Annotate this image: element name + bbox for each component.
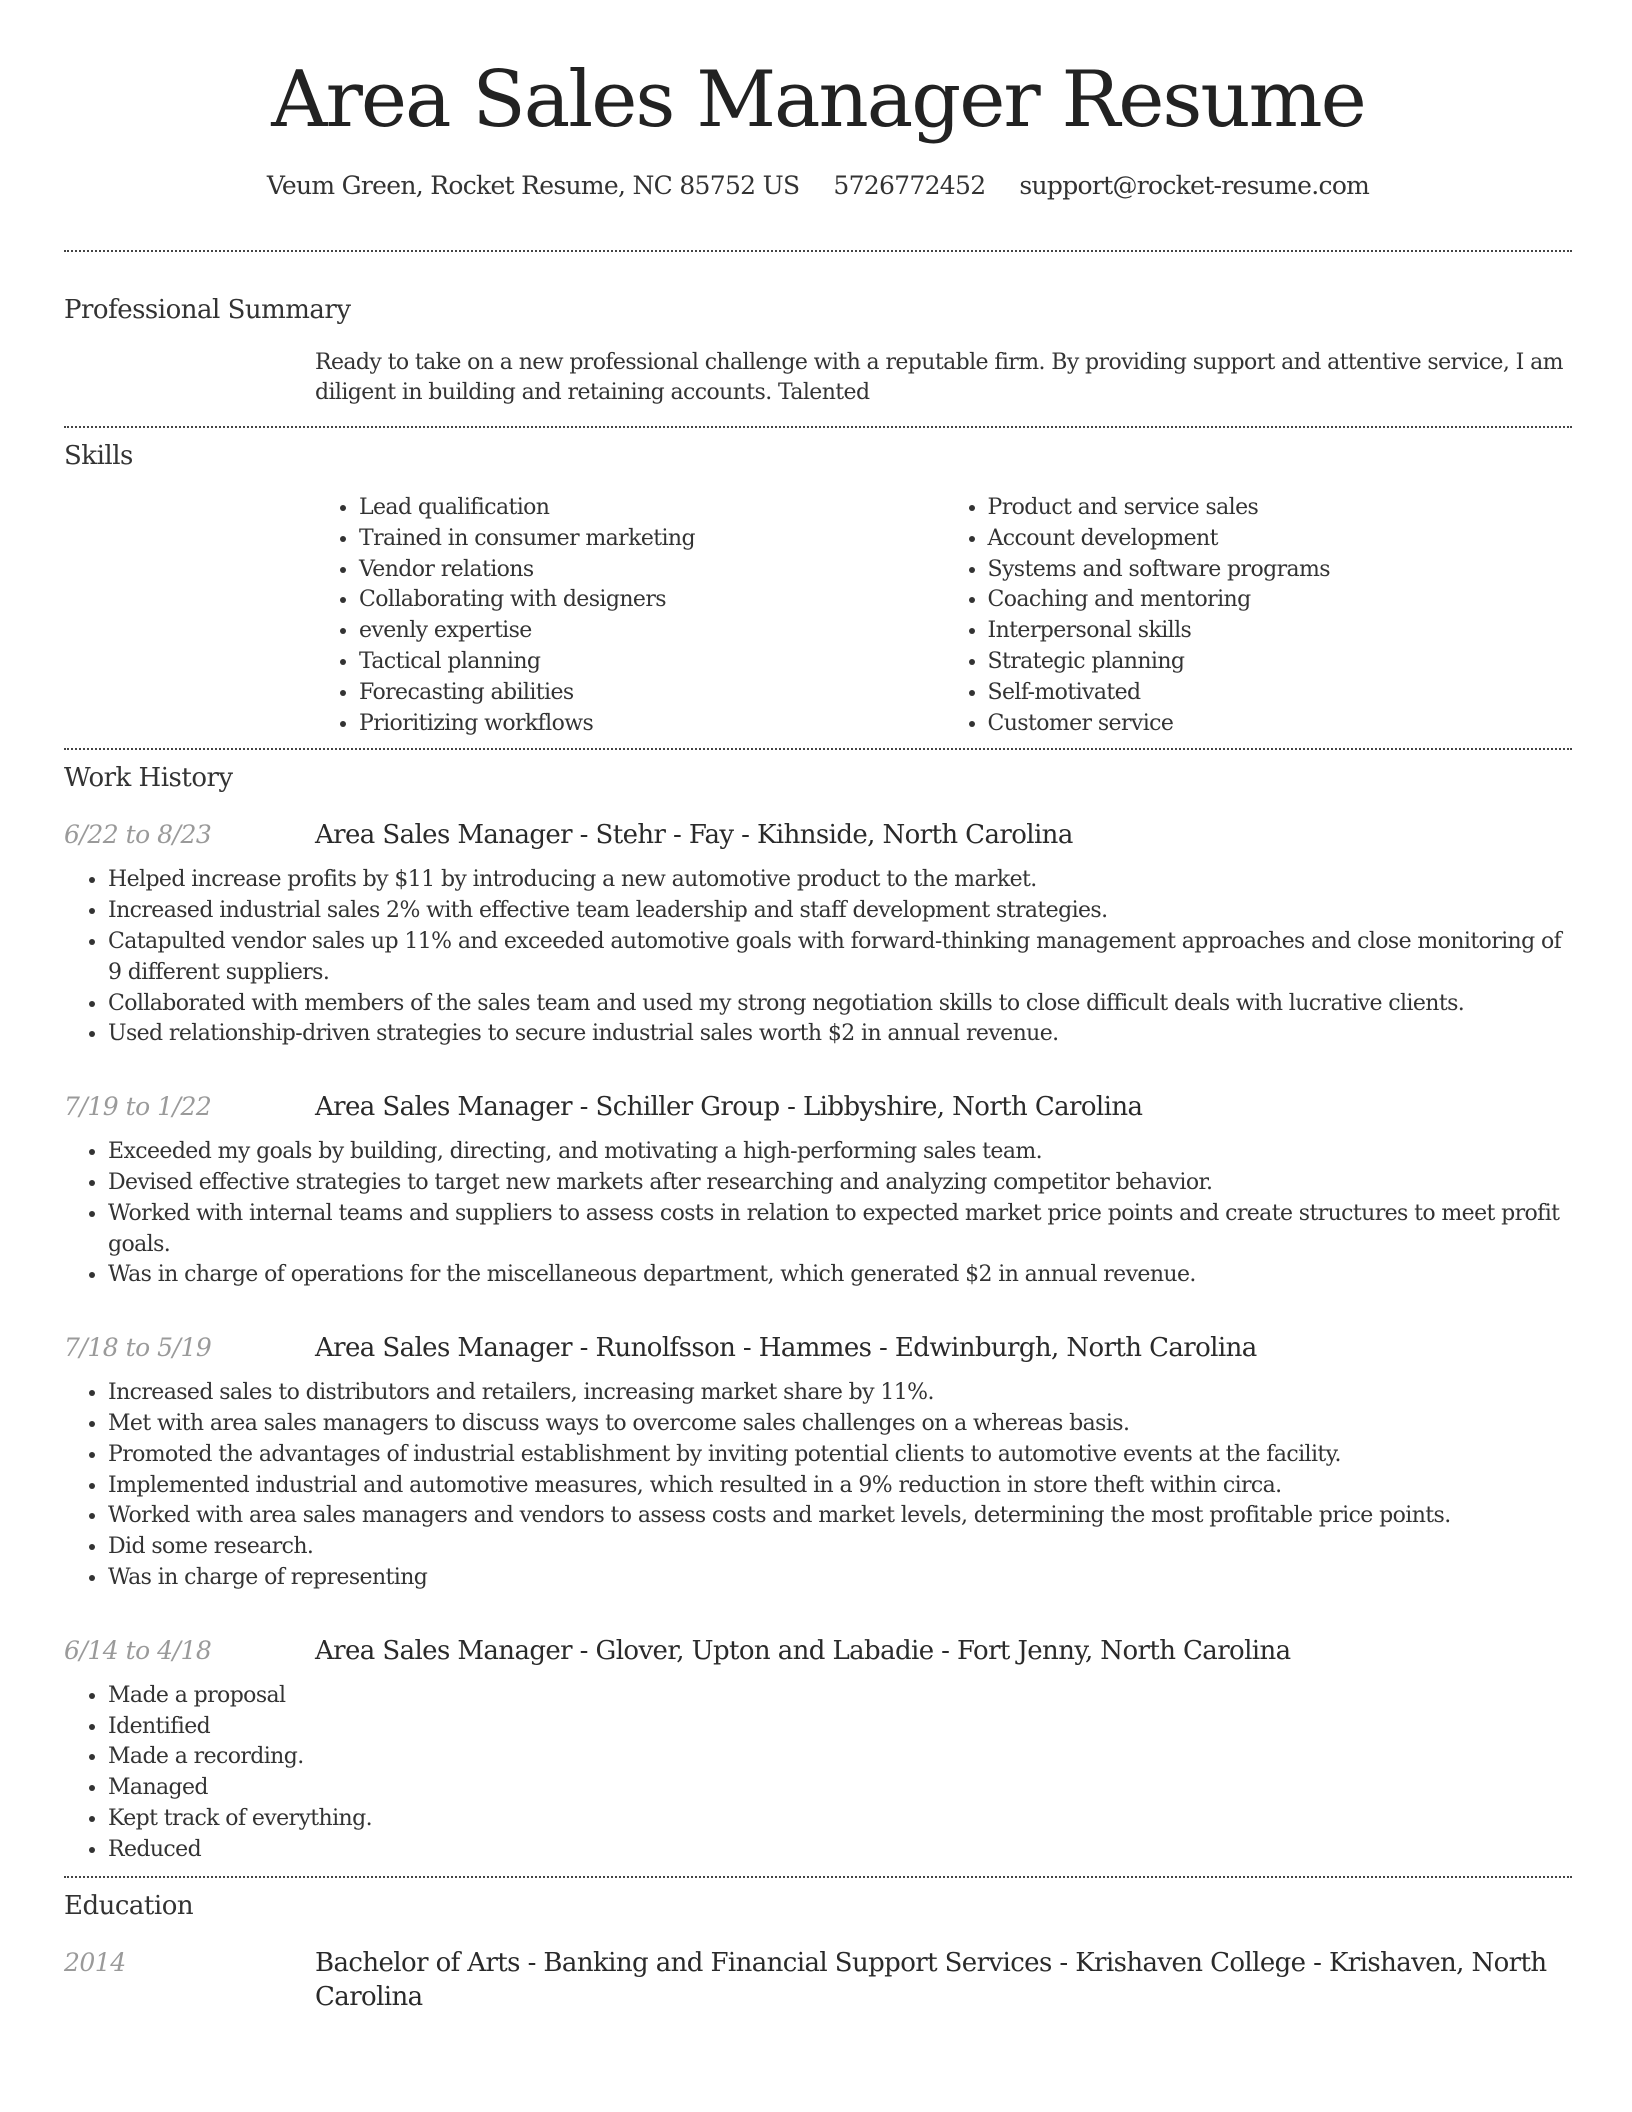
job-title: Area Sales Manager - Stehr - Fay - Kihnside, North Carolina <box>315 820 1073 851</box>
job-bullet: • Worked with area sales managers and vendors to assess costs and market levels, determining the most profitable price points. <box>108 1501 1572 1532</box>
resume-title: Area Sales Manager Resume <box>271 55 1365 145</box>
skills-grid <box>315 493 1572 739</box>
skill-item: • Strategic planning <box>988 647 1573 678</box>
job-bullets <box>64 865 1572 1050</box>
skill-item: • Trained in consumer marketing <box>359 524 944 555</box>
skills-list-right <box>944 493 1573 739</box>
skill-item: • Customer service <box>988 709 1573 740</box>
contact-email: support@rocket-resume.com <box>1019 171 1370 200</box>
contact-line <box>64 170 1572 202</box>
education-entry <box>64 1946 1572 2014</box>
job-header <box>64 818 1572 852</box>
job-entry <box>64 818 1572 1050</box>
job-bullet: • Helped increase profits by $11 by introducing a new automotive product to the market. <box>108 865 1572 896</box>
skill-item: • Collaborating with designers <box>359 585 944 616</box>
job-dates: 6/22 to 8/23 <box>64 820 212 850</box>
job-bullet: • Catapulted vendor sales up 11% and exceeded automotive goals with forward-thinking management approaches and close monitoring of 9 different suppliers. <box>108 927 1572 989</box>
job-title: Area Sales Manager - Schiller Group - Libbyshire, North Carolina <box>315 1092 1143 1123</box>
job-bullet: • Devised effective strategies to target new markets after researching and analyzing competitor behavior. <box>108 1168 1572 1199</box>
job-dates: 6/14 to 4/18 <box>64 1635 212 1665</box>
job-bullets <box>64 1681 1572 1866</box>
job-bullet: • Was in charge of operations for the miscellaneous department, which generated $2 in annual revenue. <box>108 1260 1572 1291</box>
job-bullet: • Exceeded my goals by building, directing, and motivating a high-performing sales team. <box>108 1137 1572 1168</box>
contact-address: Veum Green, Rocket Resume, NC 85752 US <box>266 171 800 200</box>
skill-item: • Coaching and mentoring <box>988 585 1573 616</box>
job-bullet: • Made a recording. <box>108 1742 1572 1773</box>
work-history-section <box>64 761 1572 1865</box>
contact-phone: 5726772452 <box>833 171 986 200</box>
education-section <box>64 1889 1572 2014</box>
job-bullet: • Increased sales to distributors and retailers, increasing market share by 11%. <box>108 1378 1572 1409</box>
job-bullet: • Increased industrial sales 2% with effective team leadership and staff development strategies. <box>108 896 1572 927</box>
section-title-work: Work History <box>64 763 233 794</box>
education-header <box>64 1946 1572 2014</box>
job-bullet: • Collaborated with members of the sales team and used my strong negotiation skills to close difficult deals with lucrative clients. <box>108 989 1572 1020</box>
section-divider <box>64 748 1572 750</box>
summary-section <box>64 293 1572 408</box>
job-dates: 7/18 to 5/19 <box>64 1333 212 1363</box>
job-bullet: • Promoted the advantages of industrial establishment by inviting potential clients to automotive events at the facility. <box>108 1440 1572 1471</box>
job-entry <box>64 1090 1572 1291</box>
section-divider <box>64 1876 1572 1878</box>
section-title-skills: Skills <box>64 441 133 471</box>
job-bullet: • Did some research. <box>108 1532 1572 1563</box>
education-title: Bachelor of Arts - Banking and Financial Support Services - Krishaven College - Krishaven, North Carolina <box>315 1947 1547 2012</box>
job-title: Area Sales Manager - Runolfsson - Hammes - Edwinburgh, North Carolina <box>315 1333 1257 1364</box>
skill-item: • Forecasting abilities <box>359 678 944 709</box>
section-divider <box>64 426 1572 428</box>
section-title-education: Education <box>64 1890 194 1921</box>
job-bullet: • Made a proposal <box>108 1681 1572 1712</box>
education-dates: 2014 <box>64 1947 126 1977</box>
section-title-summary: Professional Summary <box>64 295 351 325</box>
job-bullet: • Used relationship-driven strategies to secure industrial sales worth $2 in annual revenue. <box>108 1019 1572 1050</box>
job-entry <box>64 1634 1572 1866</box>
job-bullet: • Was in charge of representing <box>108 1563 1572 1594</box>
job-bullet: • Reduced <box>108 1835 1572 1866</box>
skill-item: • Lead qualification <box>359 493 944 524</box>
job-dates: 7/19 to 1/22 <box>64 1092 212 1122</box>
skill-item: • Interpersonal skills <box>988 616 1573 647</box>
skill-item: • Systems and software programs <box>988 555 1573 586</box>
skill-item: • Tactical planning <box>359 647 944 678</box>
job-entry <box>64 1331 1572 1594</box>
job-bullet: • Managed <box>108 1773 1572 1804</box>
job-header <box>64 1090 1572 1124</box>
skill-item: • Prioritizing workflows <box>359 709 944 740</box>
skills-section <box>64 439 1572 739</box>
job-header <box>64 1331 1572 1365</box>
job-bullet: • Kept track of everything. <box>108 1804 1572 1835</box>
skill-item: • evenly expertise <box>359 616 944 647</box>
job-title: Area Sales Manager - Glover, Upton and Labadie - Fort Jenny, North Carolina <box>315 1635 1291 1666</box>
skill-item: • Product and service sales <box>988 493 1573 524</box>
skill-item: • Self-motivated <box>988 678 1573 709</box>
skills-list-left <box>315 493 944 739</box>
section-divider <box>64 250 1572 252</box>
job-bullet: • Identified <box>108 1712 1572 1743</box>
job-bullets <box>64 1378 1572 1594</box>
resume-page <box>64 0 1572 2014</box>
job-bullet: • Met with area sales managers to discuss ways to overcome sales challenges on a whereas basis. <box>108 1409 1572 1440</box>
skill-item: • Vendor relations <box>359 555 944 586</box>
job-bullet: • Worked with internal teams and suppliers to assess costs in relation to expected market price points and create structures to meet profit goals. <box>108 1199 1572 1261</box>
job-header <box>64 1634 1572 1668</box>
job-bullets <box>64 1137 1572 1291</box>
job-bullet: • Implemented industrial and automotive measures, which resulted in a 9% reduction in store theft within circa. <box>108 1471 1572 1502</box>
skill-item: • Account development <box>988 524 1573 555</box>
summary-text: Ready to take on a new professional challenge with a reputable firm. By providing support and attentive service, I am diligent in building and retaining accounts. Talented <box>315 350 1563 405</box>
